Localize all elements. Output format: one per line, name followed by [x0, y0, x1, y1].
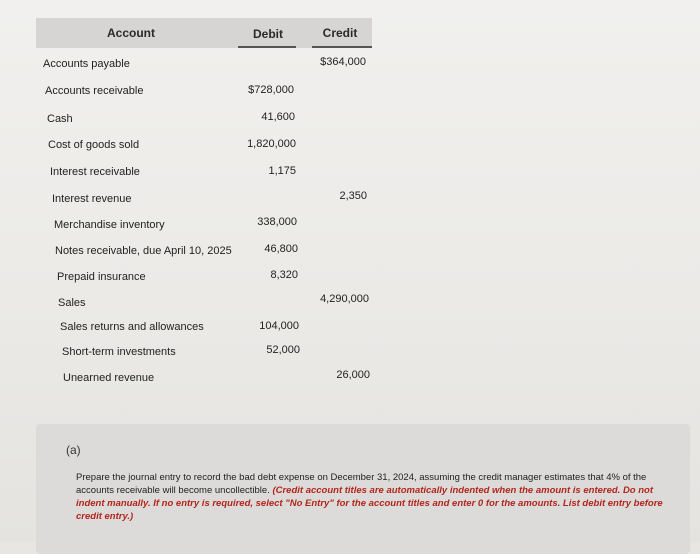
debit-column-header: Debit: [253, 27, 283, 41]
row-account-sales-returns: Sales returns and allowances: [60, 321, 204, 333]
row-account-accounts-payable: Accounts payable: [43, 58, 130, 70]
question-prompt-text: Prepare the journal entry to record the bad debt expense on December 31, 2024, assuming the credit manager estimates that 4% of the accounts receivable will become uncollectible.: [76, 472, 647, 496]
row-account-sales: Sales: [58, 297, 86, 309]
row-debit-merchandise-inventory: 338,000: [257, 216, 297, 228]
row-account-accounts-receivable: Accounts receivable: [45, 85, 144, 97]
row-account-unearned-revenue: Unearned revenue: [63, 372, 155, 384]
row-debit-accounts-receivable: $728,000: [248, 84, 294, 96]
row-credit-unearned-revenue: 26,000: [336, 369, 370, 381]
account-column-header: Account: [107, 26, 155, 40]
row-account-short-term-investments: Short-term investments: [62, 346, 176, 358]
row-account-cash: Cash: [47, 113, 73, 125]
question-instructions: (Credit account titles are automatically indented when the amount is entered. Do not indent manually. If no entry is required, select "No Entry" for the account titles and enter 0 for the amounts. List debit entry before credit entry.): [76, 485, 663, 522]
credit-column-header: Credit: [322, 26, 358, 40]
row-account-interest-revenue: Interest revenue: [52, 193, 132, 205]
row-account-cost-of-goods-sold: Cost of goods sold: [48, 139, 140, 151]
row-debit-notes-receivable: 46,800: [264, 243, 298, 255]
row-credit-accounts-payable: $364,000: [320, 56, 366, 68]
question-prompt: [76, 471, 676, 523]
credit-header-underline: [312, 46, 372, 48]
row-debit-cash: 41,600: [261, 111, 295, 123]
row-debit-sales-returns: 104,000: [259, 320, 299, 332]
row-account-prepaid-insurance: Prepaid insurance: [57, 271, 146, 283]
row-debit-cost-of-goods-sold: 1,820,000: [247, 138, 296, 150]
row-debit-prepaid-insurance: 8,320: [270, 269, 298, 281]
row-account-interest-receivable: Interest receivable: [50, 166, 140, 178]
part-label: (a): [66, 443, 81, 457]
row-account-merchandise-inventory: Merchandise inventory: [54, 219, 165, 231]
row-debit-interest-receivable: 1,175: [268, 165, 296, 177]
row-account-notes-receivable: Notes receivable, due April 10, 2025: [55, 245, 232, 257]
row-credit-interest-revenue: 2,350: [339, 190, 367, 202]
debit-header-underline: [238, 46, 296, 48]
row-credit-sales: 4,290,000: [320, 293, 369, 305]
row-debit-short-term-investments: 52,000: [266, 344, 300, 356]
